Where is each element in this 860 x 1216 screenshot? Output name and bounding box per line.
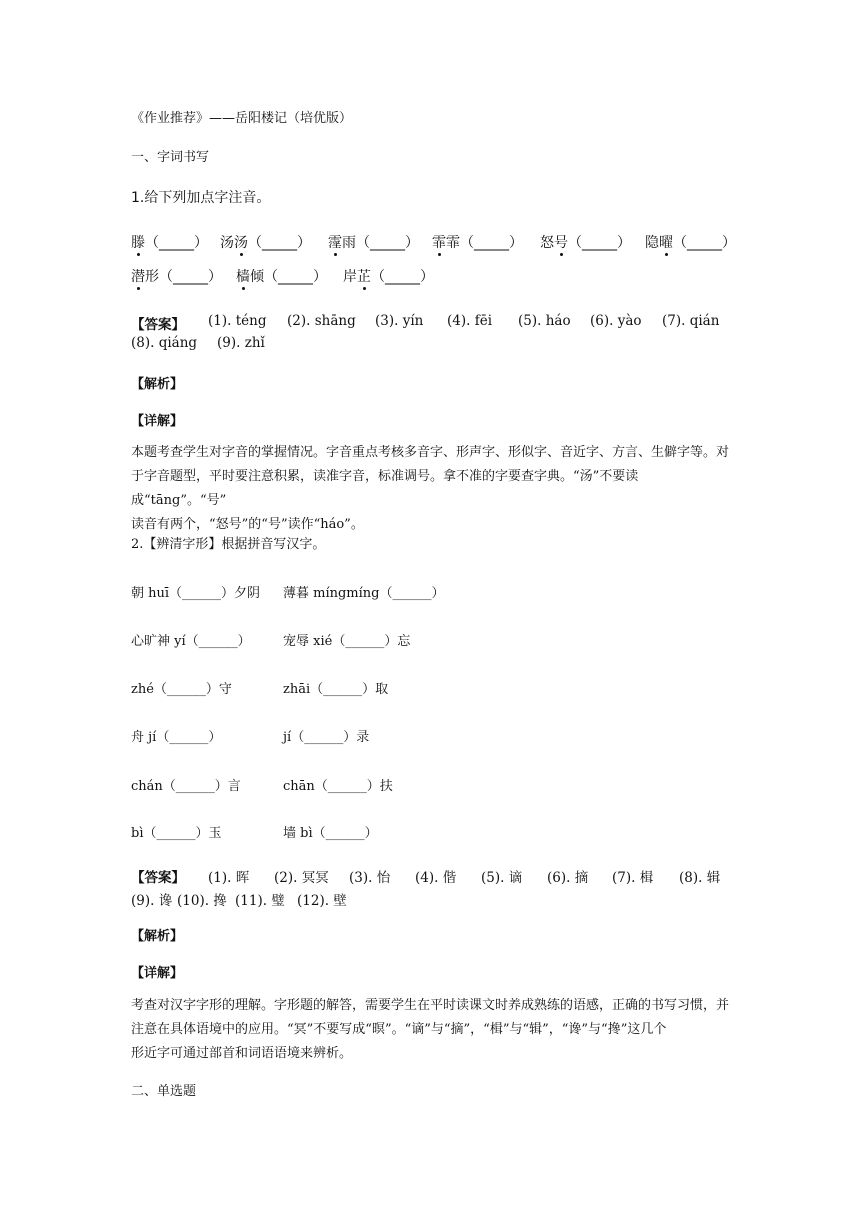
answer-item: (6). yào	[590, 313, 642, 329]
pinyin-item	[343, 266, 434, 286]
pinyin-writing-item: zhāi（______）取	[283, 682, 389, 697]
detail-label: 【详解】	[131, 966, 184, 981]
pinyin-writing-item: chān（______）扶	[283, 779, 393, 794]
item-prefix: 怒	[540, 235, 554, 251]
pinyin-writing-item: 薄暮 míngmíng（______）	[283, 586, 445, 601]
question-1-detail	[131, 441, 731, 537]
answer-item: (3). 怡	[349, 870, 391, 886]
answer-item: (9). 谗	[131, 893, 173, 909]
answer-item: (2). 冥冥	[274, 870, 329, 886]
item-blank: （_____）	[145, 235, 208, 251]
item-prefix: 岸	[343, 269, 357, 285]
item-blank: （_____）	[371, 269, 434, 285]
section-heading-2: 二、单选题	[131, 1084, 197, 1099]
detail-line: 本题考查学生对字音的掌握情况。字音重点考核多音字、形声字、形似字、音近字、方言、生僻字等。对	[131, 445, 730, 460]
question-1-prompt: 1.给下列加点字注音。	[131, 190, 271, 206]
pinyin-item	[645, 232, 736, 252]
dotted-character: 滕	[131, 232, 145, 252]
detail-line: 形近字可通过部首和词语语境来辨析。	[131, 1046, 353, 1061]
detail-line: 考查对汉字字形的理解。字形题的解答，需要学生在平时读课文时养成熟练的语感，正确的书写习惯，并	[131, 998, 730, 1013]
answer-label: 【答案】	[131, 317, 185, 333]
item-blank: 倾（_____）	[250, 269, 327, 285]
answer-item: (7). qián	[662, 313, 720, 329]
dotted-character: 霪	[328, 232, 342, 252]
pinyin-writing-item: 心旷神 yí（______）	[131, 634, 251, 649]
item-blank: （_____）	[568, 235, 631, 251]
answer-item: (2). shāng	[287, 313, 356, 329]
analysis-label: 【解析】	[131, 377, 184, 392]
pinyin-item	[131, 232, 208, 252]
item-blank: 雨（_____）	[342, 235, 419, 251]
dotted-character: 潜	[131, 266, 145, 286]
answer-item: (1). téng	[208, 313, 267, 329]
analysis-label: 【解析】	[131, 929, 184, 944]
answer-item: (12). 壁	[297, 893, 347, 909]
answer-item: (5). 谪	[481, 870, 523, 886]
answer-item: (10). 搀	[177, 893, 227, 909]
pinyin-item	[540, 232, 631, 252]
dotted-character: 曜	[659, 232, 673, 252]
pinyin-writing-item: bì（______）玉	[131, 826, 222, 841]
item-blank: （_____）	[673, 235, 736, 251]
pinyin-item	[131, 266, 222, 286]
answer-item: (4). fēi	[447, 313, 493, 329]
pinyin-writing-item: 朝 huī（______）夕阴	[131, 586, 261, 601]
item-blank: 霏（_____）	[446, 235, 523, 251]
answer-item: (1). 晖	[208, 870, 250, 886]
answer-item: (5). háo	[518, 313, 571, 329]
pinyin-item	[328, 232, 419, 252]
detail-line: 于字音题型，平时要注意积累，读准字音，标准调号。拿不准的字要查字典。“汤”不要读成“tāng”。“号”	[131, 469, 639, 508]
answer-label: 【答案】	[131, 870, 185, 886]
pinyin-writing-item: 墙 bì（______）	[283, 826, 378, 841]
item-blank: 形（_____）	[145, 269, 222, 285]
pinyin-item	[220, 232, 311, 252]
answer-item: (8). 辑	[679, 870, 721, 886]
dotted-character: 号	[554, 232, 568, 252]
dotted-character: 汤	[234, 232, 248, 252]
detail-line: 读音有两个，“怒号”的“号”读作“háo”。	[131, 517, 364, 532]
question-2-detail	[131, 994, 731, 1066]
pinyin-writing-item: 舟 jí（______）	[131, 730, 222, 745]
pinyin-writing-item: chán（______）言	[131, 779, 241, 794]
answer-item: (4). 偕	[415, 870, 457, 886]
answer-item: (3). yín	[375, 313, 424, 329]
pinyin-item	[432, 232, 523, 252]
item-blank: （_____）	[248, 235, 311, 251]
pinyin-writing-item: zhé（______）守	[131, 682, 232, 697]
answer-item: (9). zhǐ	[217, 335, 265, 351]
item-prefix: 汤	[220, 235, 234, 251]
dotted-character: 芷	[357, 266, 371, 286]
item-prefix: 隐	[645, 235, 659, 251]
section-heading-1: 一、字词书写	[131, 150, 210, 165]
pinyin-writing-item: jí（______）录	[283, 730, 370, 745]
answer-item: (8). qiáng	[131, 335, 198, 351]
dotted-character: 樯	[236, 266, 250, 286]
document-title: 《作业推荐》——岳阳楼记（培优版）	[131, 111, 353, 126]
answer-item: (6). 摘	[547, 870, 589, 886]
pinyin-writing-item: 宠辱 xié（______）忘	[283, 634, 411, 649]
detail-line: 注意在具体语境中的应用。“冥”不要写成“暝”。“谪”与“摘”，“楫”与“辑”，“谗”与“搀”这几个	[131, 1022, 667, 1037]
detail-label: 【详解】	[131, 414, 184, 429]
question-2-prompt: 2.【辨清字形】根据拼音写汉字。	[131, 537, 326, 552]
answer-item: (11). 璧	[235, 893, 285, 909]
answer-item: (7). 楫	[612, 870, 654, 886]
pinyin-item	[236, 266, 327, 286]
dotted-character: 霏	[432, 232, 446, 252]
